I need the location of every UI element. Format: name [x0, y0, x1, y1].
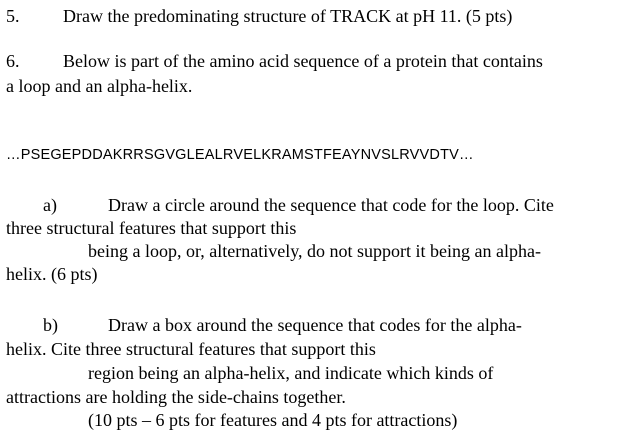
part-a-line-3	[88, 240, 541, 262]
part-a-text-line-2: three structural features that support this	[6, 218, 297, 238]
part-b-text-line-5: (10 pts – 6 pts for features and 4 pts for attractions)	[88, 410, 458, 430]
question-6-text-line-2: a loop and an alpha-helix.	[6, 76, 193, 96]
question-6-line-2	[6, 75, 192, 97]
question-6-number: 6.	[6, 51, 20, 71]
question-5-number: 5.	[6, 6, 20, 26]
part-b-text-line-3: region being an alpha-helix, and indicate which kinds of	[88, 363, 494, 383]
question-6-line-1	[6, 50, 543, 72]
part-a-text-line-1: Draw a circle around the sequence that code for the loop. Cite	[108, 195, 554, 215]
part-b-line-3	[88, 362, 493, 384]
part-b-text-line-4: attractions are holding the side-chains together.	[6, 387, 346, 407]
part-a-text-line-3: being a loop, or, alternatively, do not support it being an alpha-	[88, 241, 541, 261]
part-a-label: a)	[43, 195, 57, 215]
question-5-text: Draw the predominating structure of TRACK at pH 11. (5 pts)	[63, 6, 513, 26]
part-b-line-4	[6, 386, 346, 408]
part-b-text-line-2: helix. Cite three structural features that support this	[6, 339, 376, 359]
part-a-line-1	[6, 194, 554, 216]
part-b-text-line-1: Draw a box around the sequence that codes for the alpha-	[108, 315, 522, 335]
part-b-line-5	[88, 409, 457, 431]
part-a-text-line-4: helix. (6 pts)	[6, 264, 98, 284]
part-a-line-4	[6, 263, 98, 285]
part-b-line-2	[6, 338, 376, 360]
part-a-line-2	[6, 217, 296, 239]
part-b-label: b)	[43, 315, 58, 335]
amino-acid-sequence: …PSEGEPDDAKRRSGVGLEALRVELKRAMSTFEAYNVSLRVVDTV…	[6, 147, 474, 163]
question-5	[6, 5, 512, 27]
part-b-line-1	[6, 314, 522, 336]
question-6-text-line-1: Below is part of the amino acid sequence of a protein that contains	[63, 51, 543, 71]
